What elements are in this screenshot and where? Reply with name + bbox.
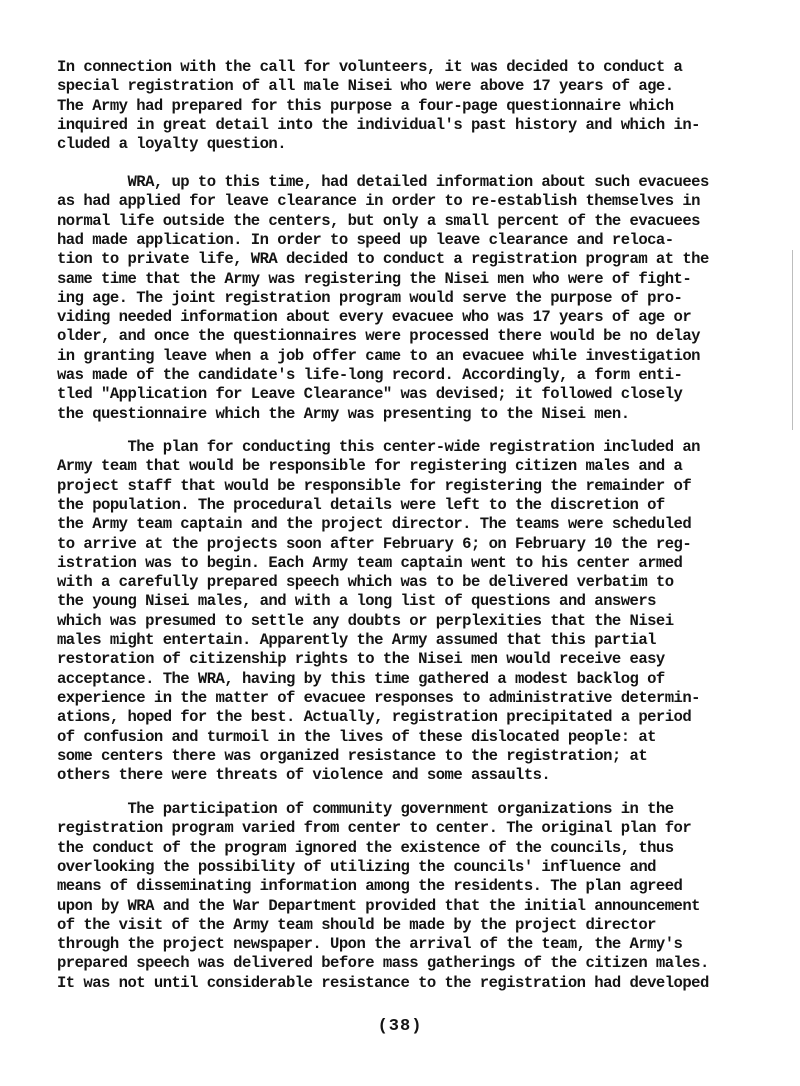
- text-line: cluded a loyalty question.: [57, 135, 287, 154]
- text-line: in granting leave when a job offer came to an evacuee while investigation: [57, 346, 700, 365]
- text-line: older, and once the questionnaires were processed there would be no delay: [57, 327, 700, 346]
- text-line: registration program varied from center to center. The original plan for: [57, 819, 692, 838]
- text-line: The Army had prepared for this purpose a four-page questionnaire which: [57, 96, 674, 115]
- text-line: ing age. The joint registration program would serve the purpose of pro-: [57, 288, 683, 307]
- text-line: normal life outside the centers, but only a small percent of the evacuees: [57, 211, 700, 230]
- text-line: special registration of all male Nisei who were above 17 years of age.: [57, 77, 674, 96]
- text-line: restoration of citizenship rights to the Nisei men would receive easy: [57, 650, 665, 669]
- text-line: ations, hoped for the best. Actually, registration precipitated a period: [57, 708, 692, 727]
- text-line: some centers there was organized resistance to the registration; at: [57, 746, 648, 765]
- text-line: which was presumed to settle any doubts or perplexities that the Nisei: [57, 611, 674, 630]
- text-line: of the visit of the Army team should be made by the project director: [57, 915, 656, 934]
- text-line: inquired in great detail into the individual's past history and which in-: [57, 115, 700, 134]
- text-line: the conduct of the program ignored the existence of the councils, thus: [57, 838, 674, 857]
- text-line: the Army team captain and the project director. The teams were scheduled: [57, 515, 692, 534]
- text-line: experience in the matter of evacuee responses to administrative determin-: [57, 688, 700, 707]
- text-line: overlooking the possibility of utilizing the councils' influence and: [57, 857, 656, 876]
- text-line: of confusion and turmoil in the lives of these dislocated people: at: [57, 727, 656, 746]
- text-line: was made of the candidate's life-long record. Accordingly, a form enti-: [57, 366, 683, 384]
- text-line: upon by WRA and the War Department provided that the initial announcement: [57, 896, 700, 915]
- text-line: istration was to begin. Each Army team captain went to his center armed: [57, 553, 683, 572]
- text-line: males might entertain. Apparently the Army assumed that this partial: [57, 631, 656, 649]
- text-line: the population. The procedural details were left to the discretion of: [57, 495, 665, 514]
- text-line: tled "Application for Leave Clearance" was devised; it followed closely: [57, 385, 683, 404]
- text-line: Army team that would be responsible for registering citizen males and a: [57, 457, 683, 476]
- text-line: tion to private life, WRA decided to conduct a registration program at the: [57, 250, 709, 269]
- text-line: viding needed information about every evacuee who was 17 years of age or: [57, 308, 692, 327]
- text-line: with a carefully prepared speech which was to be delivered verbatim to: [57, 573, 674, 592]
- text-line: had made application. In order to speed up leave clearance and reloca-: [57, 230, 674, 249]
- margin-scan-line: [792, 250, 793, 430]
- text-line: others there were threats of violence and some assaults.: [57, 766, 551, 785]
- text-line: acceptance. The WRA, having by this time gathered a modest backlog of: [57, 669, 665, 688]
- text-line: WRA, up to this time, had detailed information about such evacuees: [57, 173, 709, 191]
- text-line: The plan for conducting this center-wide registration included an: [57, 438, 700, 456]
- text-line: same time that the Army was registering the Nisei men who were of fight-: [57, 269, 692, 288]
- text-line: the questionnaire which the Army was presenting to the Nisei men.: [57, 404, 630, 423]
- text-line: as had applied for leave clearance in order to re-establish themselves in: [57, 192, 700, 211]
- text-line: In connection with the call for volunteers, it was decided to conduct a: [57, 58, 683, 76]
- text-line: the young Nisei males, and with a long list of questions and answers: [57, 592, 656, 611]
- text-line: project staff that would be responsible for registering the remainder of: [57, 476, 692, 495]
- text-line: prepared speech was delivered before mass gatherings of the citizen males.: [57, 954, 709, 973]
- text-line: The participation of community government organizations in the: [57, 800, 674, 818]
- page-number: (38): [377, 1017, 423, 1036]
- text-line: It was not until considerable resistance to the registration had developed: [57, 973, 709, 992]
- text-line: means of disseminating information among the residents. The plan agreed: [57, 877, 683, 896]
- text-line: through the project newspaper. Upon the arrival of the team, the Army's: [57, 935, 683, 954]
- text-line: to arrive at the projects soon after February 6; on February 10 the reg-: [57, 534, 692, 553]
